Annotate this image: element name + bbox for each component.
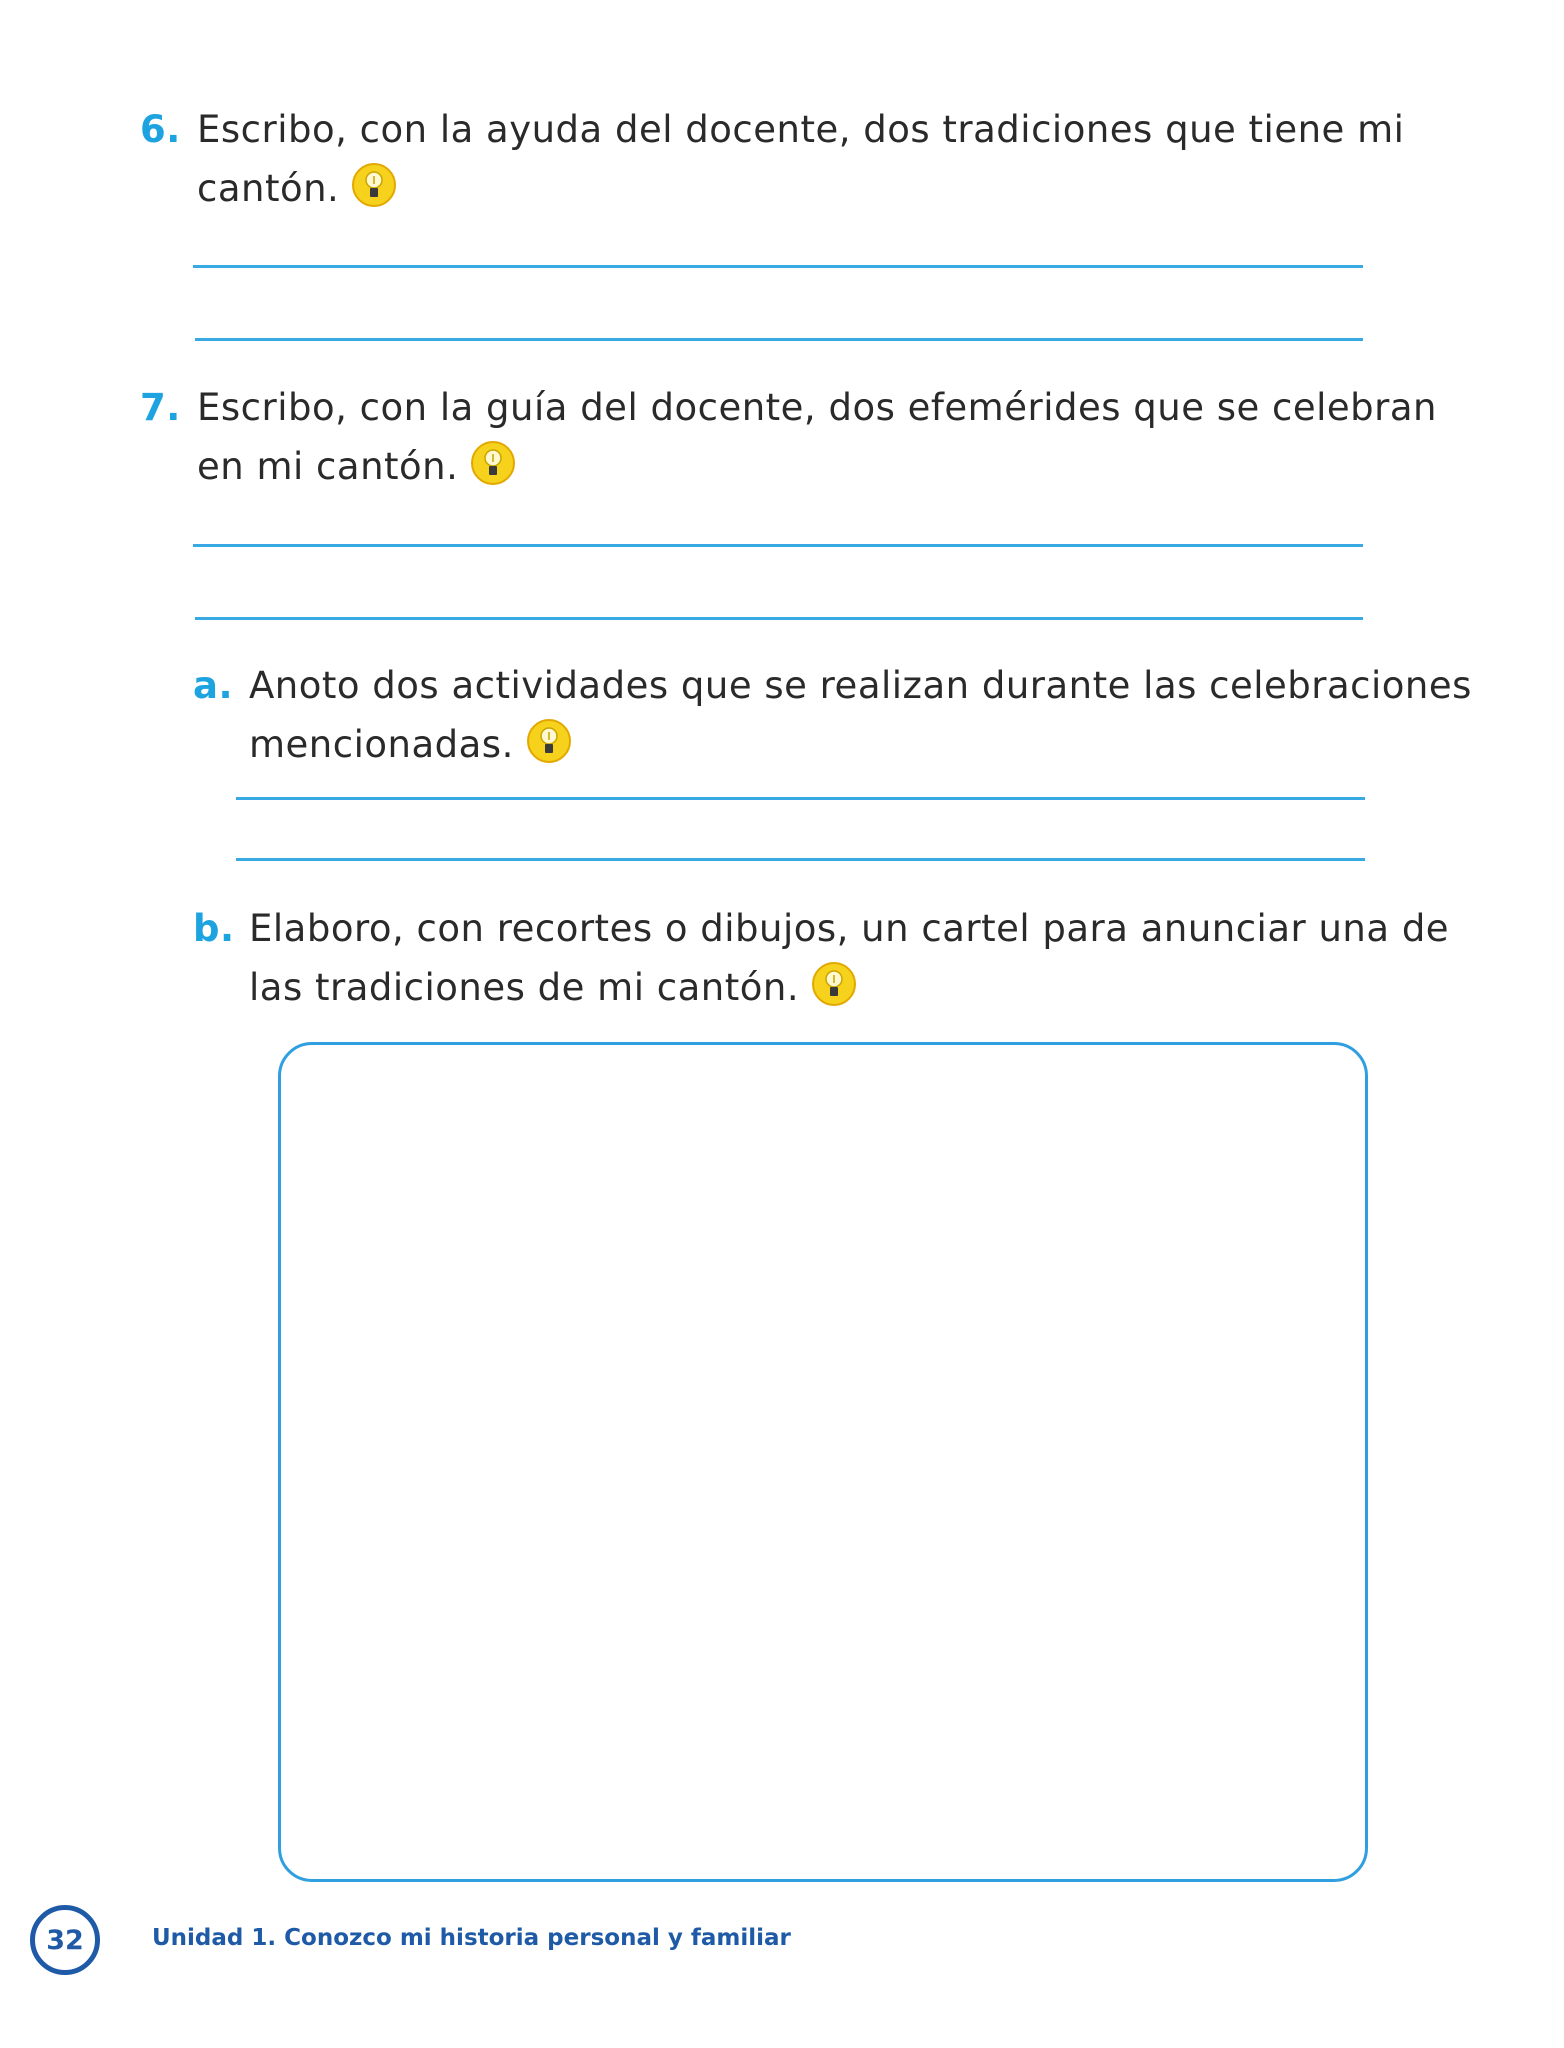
- question-line: [197, 437, 1437, 496]
- subquestion-letter: b.: [193, 907, 235, 950]
- question-line: Escribo, con la guía del docente, dos efemérides que se celebran: [197, 386, 1437, 429]
- answer-line[interactable]: [193, 544, 1363, 547]
- question-line-text: en mi cantón.: [197, 445, 459, 488]
- answer-line[interactable]: [236, 858, 1365, 861]
- question-text: [197, 378, 1437, 496]
- subquestion-text: [249, 656, 1472, 774]
- lightbulb-icon: [470, 440, 516, 486]
- question-7: [140, 378, 1440, 498]
- lightbulb-icon: [351, 162, 397, 208]
- question-text: [197, 100, 1404, 218]
- subquestion-line-text: mencionadas.: [249, 723, 514, 766]
- lightbulb-icon: [811, 961, 857, 1007]
- subquestion-letter: a.: [193, 664, 234, 707]
- subquestion-line-text: las tradiciones de mi cantón.: [249, 966, 800, 1009]
- answer-line[interactable]: [236, 797, 1365, 800]
- subquestion-line: [249, 715, 1472, 774]
- question-number: 7.: [140, 386, 181, 429]
- subquestion-text: [249, 899, 1449, 1017]
- answer-line[interactable]: [195, 338, 1363, 341]
- unit-title: Unidad 1. Conozco mi historia personal y familiar: [152, 1925, 791, 1951]
- question-6: [140, 100, 1440, 220]
- poster-drawing-area[interactable]: [278, 1042, 1368, 1882]
- subquestion-line: Anoto dos actividades que se realizan durante las celebraciones: [249, 664, 1472, 707]
- subquestion-line: Elaboro, con recortes o dibujos, un cartel para anunciar una de: [249, 907, 1450, 950]
- question-number: 6.: [140, 108, 181, 151]
- subquestion-b: [193, 899, 1450, 1019]
- page-number: 32: [30, 1905, 100, 1975]
- answer-line[interactable]: [193, 265, 1363, 268]
- page-footer: [30, 1905, 930, 1985]
- lightbulb-icon: [526, 718, 572, 764]
- subquestion-a: [193, 656, 1472, 776]
- subquestion-line: [249, 958, 1449, 1017]
- question-line: [197, 159, 1404, 218]
- question-line-text: cantón.: [197, 167, 340, 210]
- answer-line[interactable]: [195, 617, 1363, 620]
- question-line: Escribo, con la ayuda del docente, dos tradiciones que tiene mi: [197, 108, 1405, 151]
